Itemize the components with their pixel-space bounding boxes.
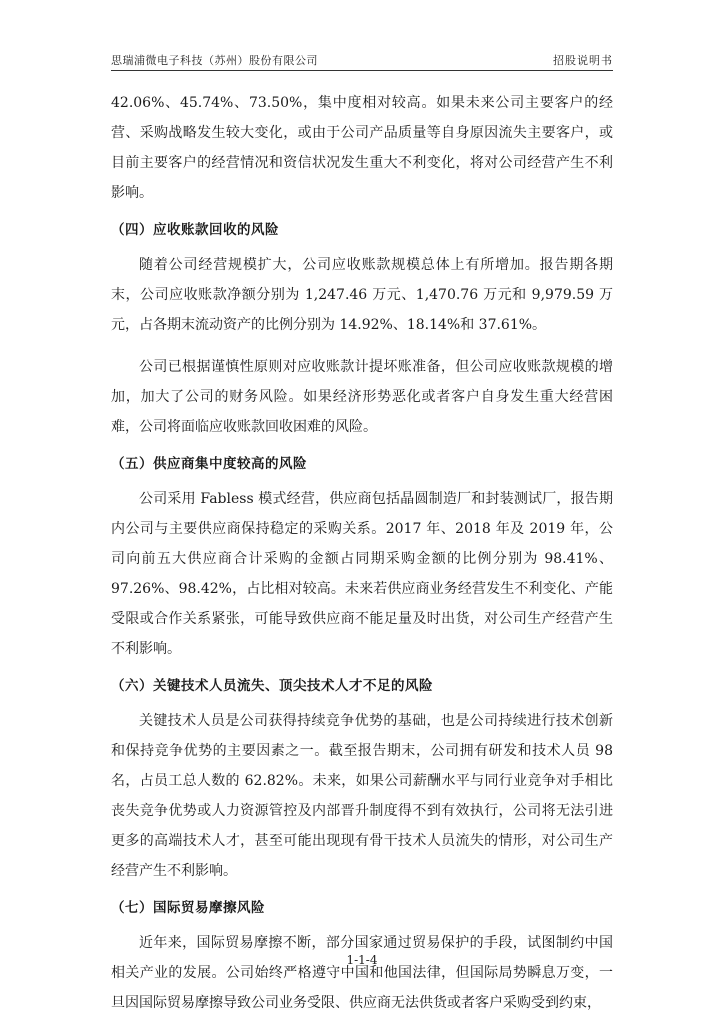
paragraph-key-personnel: 关键技术人员是公司获得持续竞争优势的基础，也是公司持续进行技术创新和保持竞争优势的主要因素之一。截至报告期末，公司拥有研发和技术人员 98 名，占员工总人数的 62.82%。未来，如果公司薪酬水平与同行业竞争对手相比丧失竞争优势或人力资源管控及内部晋升制度得不到有效执行，公司将无法引进更多的高端技术人才，甚至可能出现现有骨干技术人员流失的情形，对公司生产经营产生不利影响。	[111, 713, 613, 879]
paragraph-supplier-concentration: 公司采用 Fabless 模式经营，供应商包括晶圆制造厂和封装测试厂，报告期内公司与主要供应商保持稳定的采购关系。2017 年、2018 年及 2019 年，公司向前五大供应商合计采购的金额占同期采购金额的比例分别为 98.41%、97.26%、98.42%，占比相对较高。未来若供应商业务经营发生不利变化、产能受限或合作关系紧张，可能导致供应商不能足量及时出货，对公司生产经营产生不利影响。	[111, 491, 613, 657]
page-number: 1-1-4	[346, 953, 378, 967]
section-heading-receivables-risk: （四）应收账款回收的风险	[111, 222, 279, 238]
document-body	[111, 88, 613, 1018]
section-heading-key-personnel: （六）关键技术人员流失、顶尖技术人才不足的风险	[111, 678, 433, 694]
paragraph-receivables-2: 公司已根据谨慎性原则对应收账款计提坏账准备，但公司应收账款规模的增加，加大了公司的财务风险。如果经济形势恶化或者客户自身发生重大经营困难，公司将面临应收账款回收困难的风险。	[111, 359, 613, 435]
section-heading-trade-friction: （七）国际贸易摩擦风险	[111, 900, 265, 916]
section-heading-supplier-concentration: （五）供应商集中度较高的风险	[111, 456, 307, 472]
header-document-type: 招股说明书	[553, 54, 613, 67]
header-company-name: 思瑞浦微电子科技（苏州）股份有限公司	[111, 54, 318, 67]
paragraph-receivables-1: 随着公司经营规模扩大，公司应收账款规模总体上有所增加。报告期各期末，公司应收账款净额分别为 1,247.46 万元、1,470.76 万元和 9,979.59 万元，占各期末流动资产的比例分别为 14.92%、18.14%和 37.61%。	[111, 257, 613, 333]
page-header	[111, 48, 613, 71]
paragraph-continued: 42.06%、45.74%、73.50%，集中度相对较高。如果未来公司主要客户的经营、采购战略发生较大变化，或由于公司产品质量等自身原因流失主要客户，或目前主要客户的经营情况和资信状况发生重大不利变化，将对公司经营产生不利影响。	[111, 95, 613, 201]
paragraph-trade-friction: 近年来，国际贸易摩擦不断，部分国家通过贸易保护的手段，试图制约中国相关产业的发展。公司始终严格遵守中国和他国法律，但国际局势瞬息万变，一旦因国际贸易摩擦导致公司业务受限、供应商无法供货或者客户采购受到约束，	[111, 935, 613, 1011]
